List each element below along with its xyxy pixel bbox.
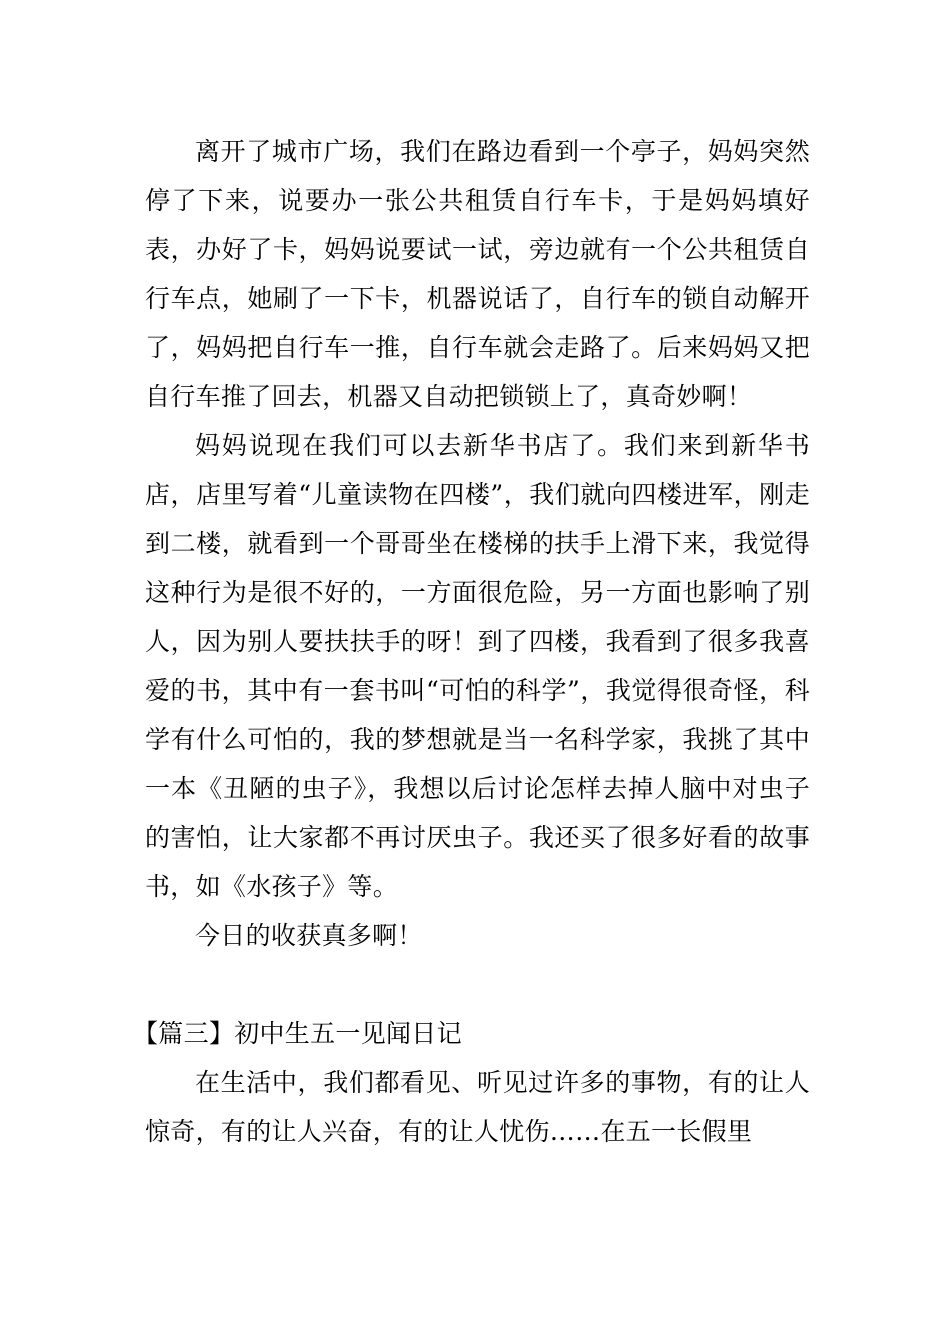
section-spacer	[145, 960, 810, 1009]
paragraph-bookstore: 妈妈说现在我们可以去新华书店了。我们来到新华书店，店里写着“儿童读物在四楼”，我们就向四楼进军，刚走到二楼，就看到一个哥哥坐在楼梯的扶手上滑下来，我觉得这种行为是很不好的，一方面很危险，另一方面也影响了别人，因为别人要扶扶手的呀！到了四楼，我看到了很多我喜爱的书，其中有一套书叫“可怕的科学”，我觉得很奇怪，科学有什么可怕的，我的梦想就是当一名科学家，我挑了其中一本《丑陋的虫子》，我想以后讨论怎样去掉人脑中对虫子的害怕，让大家都不再讨厌虫子。我还买了很多好看的故事书，如《水孩子》等。	[145, 431, 810, 901]
document-body	[133, 127, 810, 1156]
paragraph-intro-part3: 在生活中，我们都看见、听见过许多的事物，有的让人惊奇，有的让人兴奋，有的让人忧伤……在五一长假里	[145, 1068, 810, 1146]
paragraph-harvest: 今日的收获真多啊！	[195, 921, 423, 950]
section-heading: 【篇三】初中生五一见闻日记	[133, 1019, 462, 1048]
paragraph-bike-rental: 离开了城市广场，我们在路边看到一个亭子，妈妈突然停了下来，说要办一张公共租赁自行车卡，于是妈妈填好表，办好了卡，妈妈说要试一试，旁边就有一个公共租赁自行车点，她刷了一下卡，机器说话了，自行车的锁自动解开了，妈妈把自行车一推，自行车就会走路了。后来妈妈又把自行车推了回去，机器又自动把锁锁上了，真奇妙啊！	[145, 137, 810, 411]
